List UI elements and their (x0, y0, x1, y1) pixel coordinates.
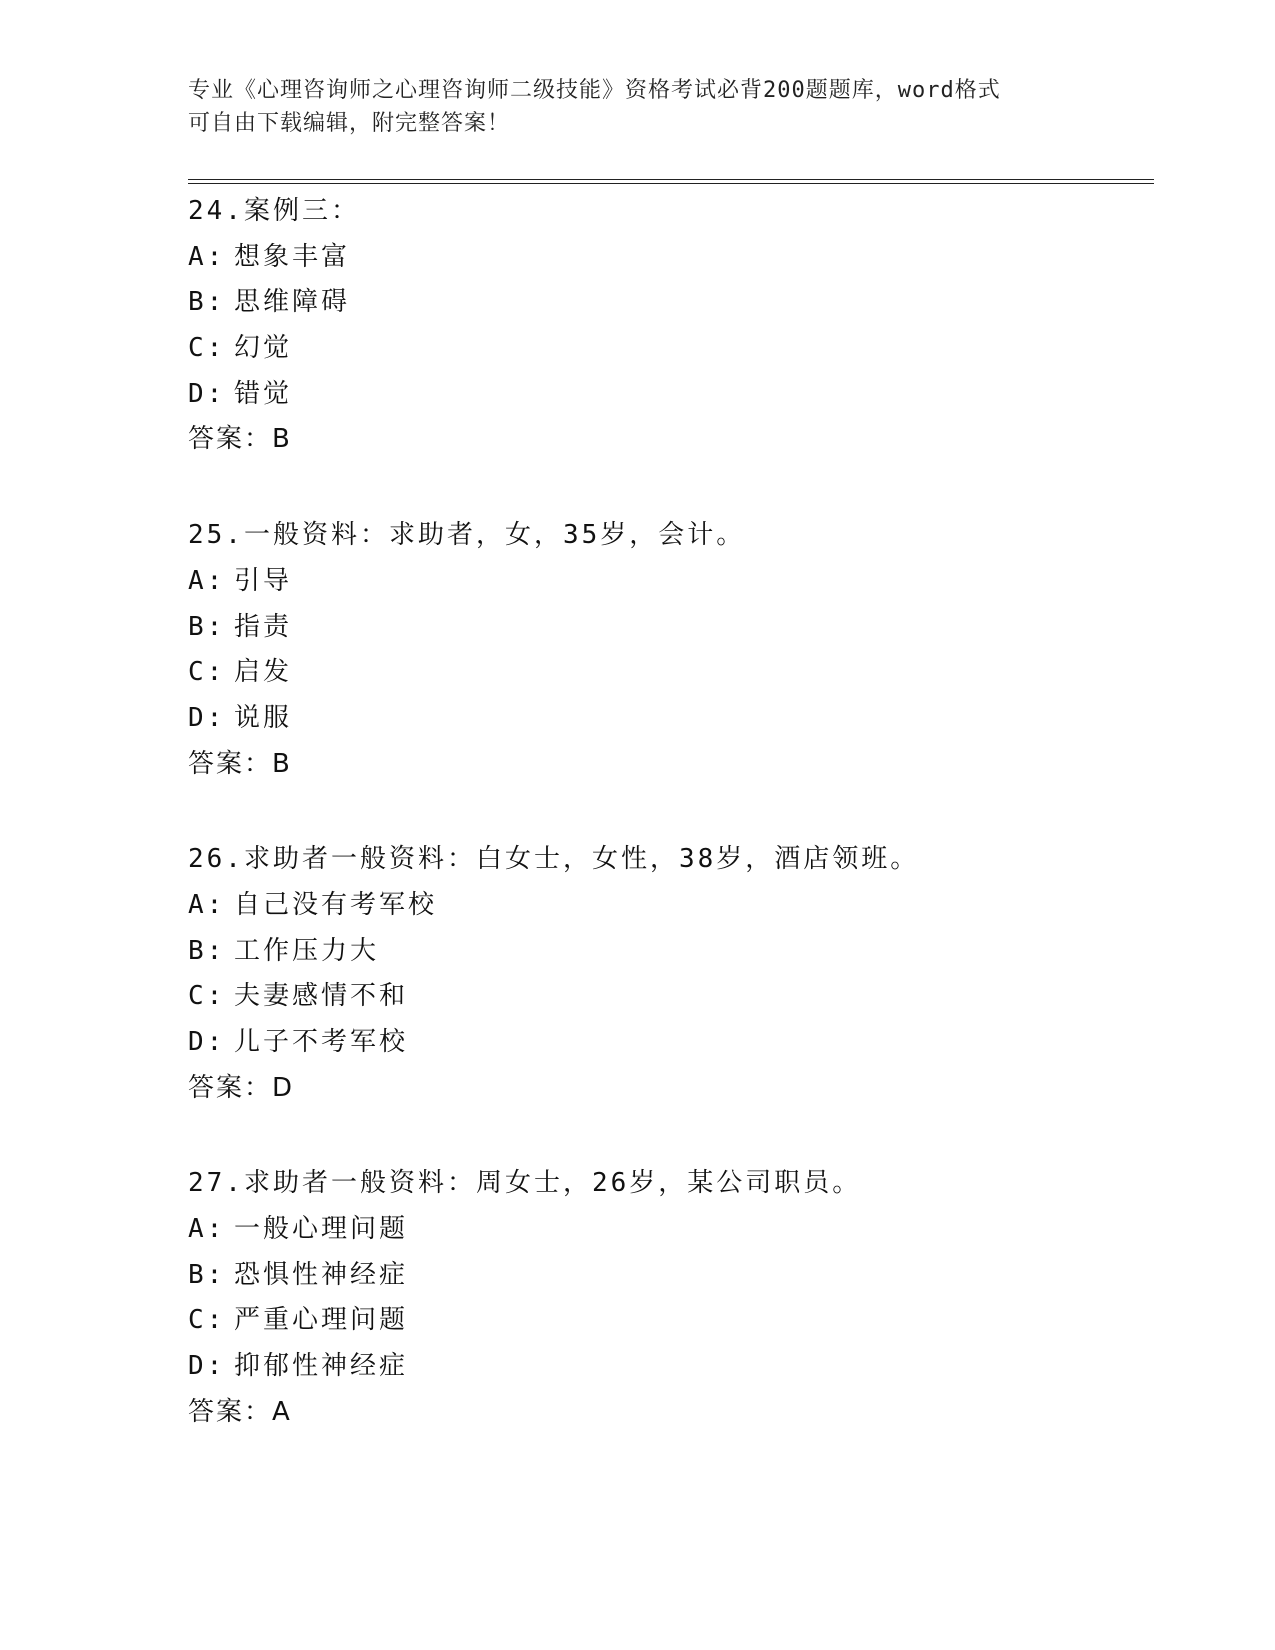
option-b (188, 605, 1148, 651)
option-letter: D: (188, 378, 226, 409)
option-d (188, 1344, 1148, 1390)
question-24 (188, 189, 1148, 463)
option-text: 严重心理问题 (234, 1305, 409, 1336)
option-c (188, 1298, 1148, 1344)
option-letter: C: (188, 1305, 226, 1336)
question-list (188, 189, 1148, 1486)
option-text: 自己没有考军校 (234, 889, 438, 920)
answer-line: 答案：A (188, 1396, 292, 1427)
option-text: 错觉 (234, 378, 293, 409)
option-text: 指责 (234, 611, 293, 642)
option-d (188, 1020, 1148, 1066)
option-text: 想象丰富 (234, 241, 351, 272)
option-text: 幻觉 (234, 333, 293, 364)
question-26 (188, 837, 1148, 1111)
option-text: 夫妻感情不和 (234, 981, 409, 1012)
option-a (188, 1207, 1148, 1253)
option-text: 恐惧性神经症 (234, 1259, 409, 1290)
option-letter: D: (188, 1027, 226, 1057)
option-letter: A: (188, 1214, 226, 1245)
question-27 (188, 1161, 1148, 1435)
option-b (188, 1253, 1148, 1299)
option-letter: A: (188, 241, 226, 272)
answer-line: 答案：B (188, 424, 292, 455)
option-letter: D: (188, 1351, 226, 1382)
question-25 (188, 513, 1148, 787)
option-c (188, 650, 1148, 696)
answer-line: 答案：D (188, 1072, 295, 1103)
option-d (188, 696, 1148, 742)
option-letter: C: (188, 657, 226, 688)
option-text: 抑郁性神经症 (234, 1351, 409, 1382)
option-text: 儿子不考军校 (234, 1027, 409, 1057)
option-text: 思维障碍 (234, 287, 351, 318)
question-stem: 27.求助者一般资料：周女士，26岁，某公司职员。 (188, 1168, 862, 1199)
option-text: 一般心理问题 (234, 1214, 409, 1245)
option-b (188, 929, 1148, 975)
header-divider-top (188, 179, 1154, 180)
option-letter: B: (188, 287, 226, 318)
header-line-1: 专业《心理咨询师之心理咨询师二级技能》资格考试必背200题题库，word格式 (188, 78, 1001, 103)
option-text: 工作压力大 (234, 935, 380, 966)
option-d (188, 372, 1148, 418)
header-line-2: 可自由下载编辑，附完整答案！ (188, 111, 511, 136)
option-letter: C: (188, 981, 226, 1012)
document-header (188, 74, 1088, 140)
header-divider-bottom (188, 183, 1154, 184)
option-c (188, 974, 1148, 1020)
option-text: 启发 (234, 657, 293, 688)
question-stem: 25.一般资料：求助者，女，35岁，会计。 (188, 520, 746, 551)
option-a (188, 883, 1148, 929)
question-stem: 24.案例三： (188, 196, 360, 226)
option-text: 引导 (234, 565, 293, 596)
option-letter: A: (188, 889, 226, 920)
answer-line: 答案：B (188, 748, 292, 779)
question-stem: 26.求助者一般资料：白女士，女性，38岁，酒店领班。 (188, 844, 920, 875)
option-letter: D: (188, 702, 226, 733)
option-c (188, 326, 1148, 372)
option-letter: C: (188, 333, 226, 364)
option-letter: B: (188, 1259, 226, 1290)
option-letter: B: (188, 935, 226, 966)
option-letter: A: (188, 565, 226, 596)
option-letter: B: (188, 611, 226, 642)
option-b (188, 280, 1148, 326)
option-text: 说服 (234, 702, 293, 733)
option-a (188, 235, 1148, 281)
option-a (188, 559, 1148, 605)
